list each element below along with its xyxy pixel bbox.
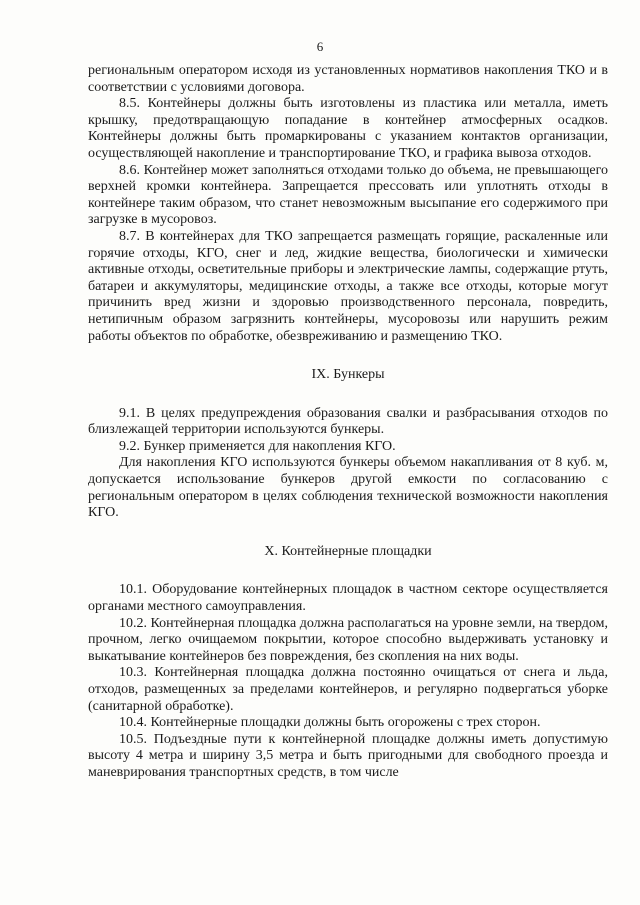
section-heading-ix: IX. Бункеры [311, 367, 385, 383]
paragraph-continuation: региональным оператором исходя из установленных нормативов накопления ТКО и в соответствии с условиями договора. [88, 63, 608, 95]
paragraph-10-5: 10.5. Подъездные пути к контейнерной площадке должны иметь допустимую высоту 4 метра и ширину 3,5 метра и быть пригодными для свободного проезда и маневрирования транспортных средств, в том числе [88, 731, 608, 780]
paragraph-8-5: 8.5. Контейнеры должны быть изготовлены из пластика или металла, иметь крышку, предотвращающую попадание в контейнер атмосферных осадков. Контейнеры должны быть промаркированы с указанием контактов организации, осуществляющей накопление и транспортирование ТКО, и графика вывоза отходов. [88, 96, 608, 161]
paragraph-10-1: 10.1. Оборудование контейнерных площадок в частном секторе осуществляется органами местного самоуправления. [88, 582, 608, 615]
paragraph-8-6: 8.6. Контейнер может заполняться отходами только до объема, не превышающего верхней кромки контейнера. Запрещается прессовать или уплотнять отходы в контейнере таким образом, что станет невозможным высыпание его содержимого при загрузке в мусоровоз. [88, 162, 608, 228]
paragraph-10-4: 10.4. Контейнерные площадки должны быть огорожены с трех сторон. [119, 715, 541, 731]
paragraph-9-1: 9.1. В целях предупреждения образования свалки и разбрасывания отходов по близлежащей территории используются бункеры. [88, 405, 608, 438]
paragraph-8-7: 8.7. В контейнерах для ТКО запрещается размещать горящие, раскаленные или горячие отходы, КГО, снег и лед, жидкие вещества, биологически и химически активные отходы, осветительные приборы и электрические лампы, содержащие ртуть, батареи и аккумуляторы, медицинские отходы, а также все отходы, которые могут причинить вред жизни и здоровью производственного персонала, повредить, нетипичным образом загрязнить контейнеры, мусоровозы или нарушить режим работы объектов по обработке, обезвреживанию и размещению ТКО. [88, 228, 608, 344]
paragraph-9-2-cont: Для накопления КГО используются бункеры объемом накапливания от 8 куб. м, допускается использование бункеров другой емкости по согласованию с региональным оператором в целях соблюдения технической возможности накопления КГО. [88, 455, 608, 521]
paragraph-10-2: 10.2. Контейнерная площадка должна располагаться на уровне земли, на твердом, прочном, легко очищаемом покрытии, которое способно выдерживать установку и выкатывание контейнеров без повреждения, без скопления на них воды. [88, 615, 608, 664]
section-heading-x: X. Контейнерные площадки [264, 543, 432, 559]
paragraph-10-3: 10.3. Контейнерная площадка должна постоянно очищаться от снега и льда, отходов, размещенных за пределами контейнеров, и регулярно подвергаться уборке (санитарной обработке). [88, 665, 608, 714]
document-body [88, 63, 608, 782]
paragraph-9-2: 9.2. Бункер применяется для накопления КГО. [119, 438, 396, 454]
page-number: 6 [316, 39, 324, 54]
